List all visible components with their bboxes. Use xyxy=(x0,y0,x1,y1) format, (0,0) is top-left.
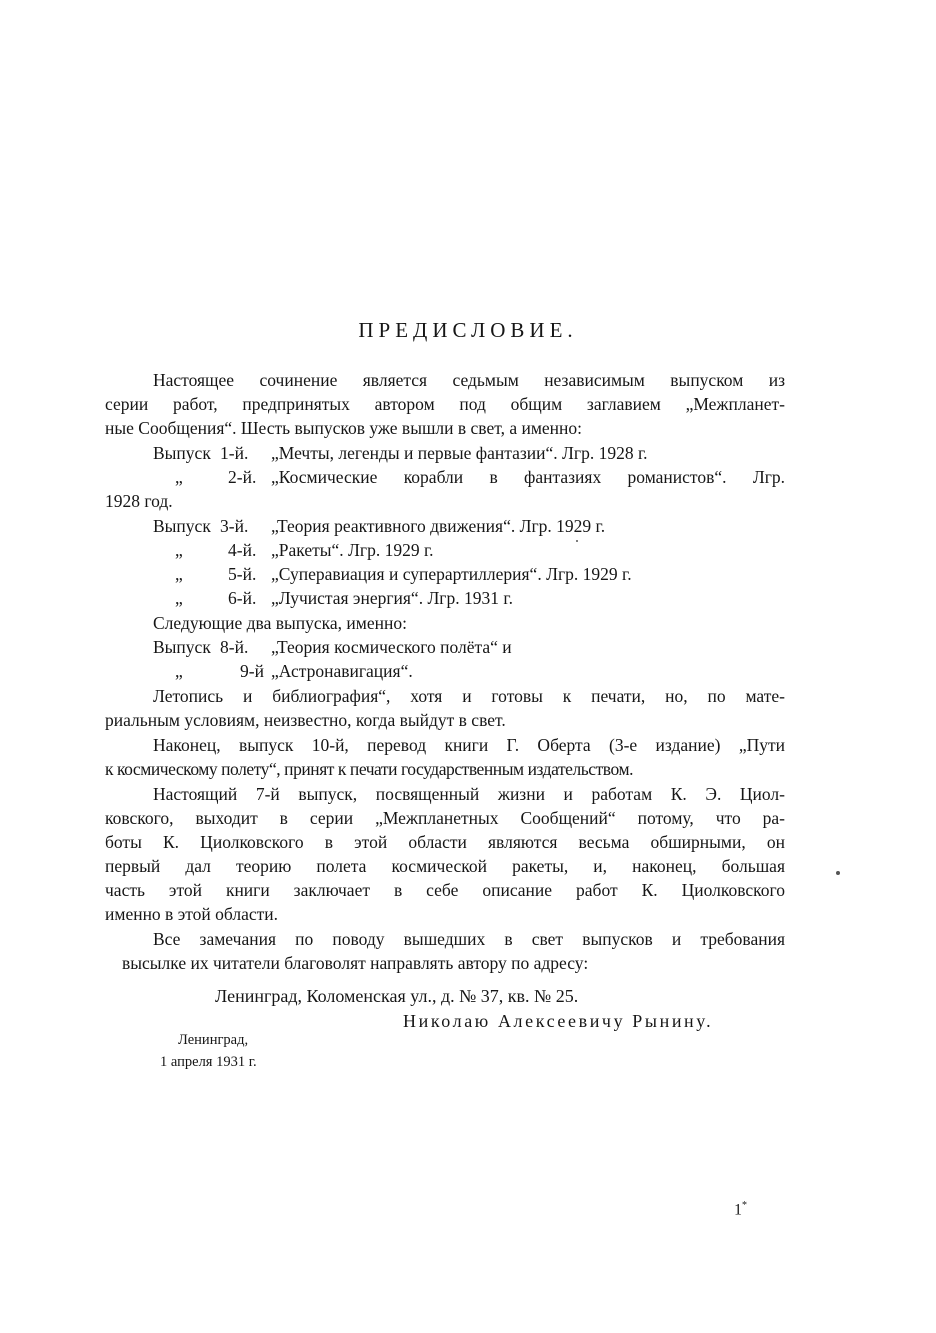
issue-3-number: 3-й. xyxy=(220,516,249,536)
issue-2-text: „Космические корабли в фантазиях романистов“. Лгр. xyxy=(271,467,785,487)
paragraph-4-line-4: первый дал теорию полета космической ракеты, и, наконец, большая xyxy=(105,856,785,876)
issue-4-text: „Ракеты“. Лгр. 1929 г. xyxy=(271,540,434,560)
postal-address: Ленинград, Коломенская ул., д. № 37, кв. № 25. xyxy=(215,986,579,1006)
issue-1-text: „Мечты, легенды и первые фантазии“. Лгр. 1928 г. xyxy=(271,443,648,463)
issue-9-text: „Астронавигация“. xyxy=(271,661,413,681)
issue-6-mark: „ xyxy=(175,588,183,608)
issue-8-text: „Теория космического полёта“ и xyxy=(271,637,512,657)
paragraph-5-line-1: Все замечания по поводу вышедших в свет выпусков и требования xyxy=(153,929,785,949)
signature-date: 1 апреля 1931 г. xyxy=(160,1054,257,1070)
signature-place: Ленинград, xyxy=(178,1032,249,1048)
paragraph-1-line-1: Настоящее сочинение является седьмым независимым выпуском из xyxy=(153,370,785,390)
issue-5-mark: „ xyxy=(175,564,183,584)
paragraph-4-line-1: Настоящий 7-й выпуск, посвященный жизни и работам К. Э. Циол- xyxy=(153,784,785,804)
issue-2-number: 2-й. xyxy=(228,467,257,487)
issue-4-number: 4-й. xyxy=(228,540,257,560)
paragraph-1-line-3: ные Сообщения“. Шесть выпусков уже вышли в свет, а именно: xyxy=(105,418,583,438)
issue-6-text: „Лучистая энергия“. Лгр. 1931 г. xyxy=(271,588,513,608)
recipient-name: Николаю Алексеевичу Рынину. xyxy=(403,1011,714,1031)
issue-2-continuation: 1928 год. xyxy=(105,491,173,511)
page-title: ПРЕДИСЛОВИЕ. xyxy=(358,318,578,342)
page-number-mark: * xyxy=(742,1200,747,1211)
issue-3-text: „Теория реактивного движения“. Лгр. 1929 г. xyxy=(271,516,606,536)
issue-4-mark: „ xyxy=(175,540,183,560)
paragraph-1-line-2: серии работ, предпринятых автором под общим заглавием „Межпланет- xyxy=(105,394,785,414)
paragraph-4-line-6: именно в этой области. xyxy=(105,904,278,924)
issue-6-number: 6-й. xyxy=(228,588,257,608)
issue-3-mark: Выпуск xyxy=(153,516,211,536)
paragraph-3-line-1: Наконец, выпуск 10-й, перевод книги Г. Оберта (3-е издание) „Пути xyxy=(153,735,785,755)
paragraph-4-line-3: боты К. Циолковского в этой области являются весьма обширными, он xyxy=(105,832,785,852)
issue-1-mark: Выпуск xyxy=(153,443,211,463)
next-issues-intro: Следующие два выпуска, именно: xyxy=(153,613,407,633)
issue-1-number: 1-й. xyxy=(220,443,249,463)
issue-9-number: 9-й xyxy=(240,661,264,681)
page-number xyxy=(734,1200,747,1219)
paragraph-4-line-5: часть этой книги заключает в себе описание работ К. Циолковского xyxy=(105,880,785,900)
paragraph-3-line-2: к космическому полету“, принят к печати государственным издательством. xyxy=(105,759,633,779)
issue-2-mark: „ xyxy=(175,467,183,487)
issue-5-number: 5-й. xyxy=(228,564,257,584)
scan-speck xyxy=(576,540,578,542)
paragraph-5-line-2: высылке их читатели благоволят направлять автору по адресу: xyxy=(122,953,589,973)
issue-9-mark: „ xyxy=(175,661,183,681)
scan-speck xyxy=(836,871,840,875)
paragraph-4-line-2: ковского, выходит в серии „Межпланетных Сообщений“ потому, что ра- xyxy=(105,808,785,828)
issue-5-text: „Суперавиация и суперартиллерия“. Лгр. 1929 г. xyxy=(271,564,632,584)
issue-8-mark: Выпуск xyxy=(153,637,211,657)
issue-8-number: 8-й. xyxy=(220,637,249,657)
paragraph-2-line-1: Летопись и библиография“, хотя и готовы к печати, но, по мате- xyxy=(153,686,785,706)
paragraph-2-line-2: риальным условиям, неизвестно, когда выйдут в свет. xyxy=(105,710,506,730)
page-number-value: 1 xyxy=(734,1201,742,1219)
